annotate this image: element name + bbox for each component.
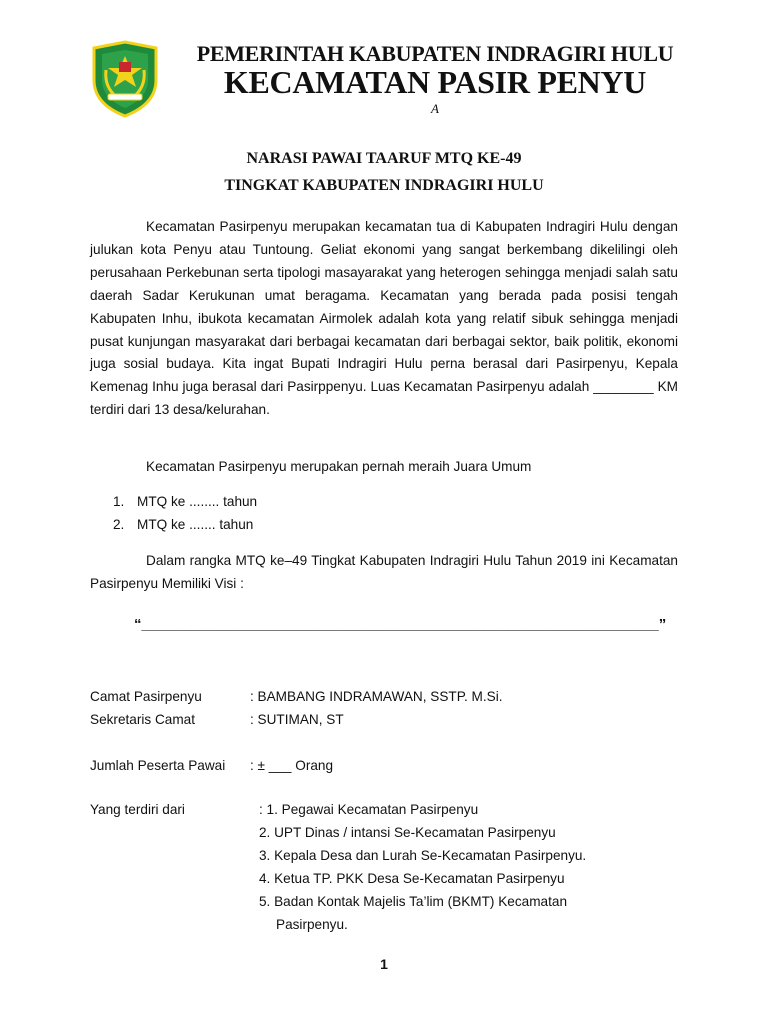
list-item [113,494,257,509]
member-item: 4. Ketua TP. PKK Desa Se-Kecamatan Pasirpenyu [259,871,565,886]
jumlah-label: Jumlah Peserta Pawai [90,758,226,773]
sekcam-label: Sekretaris Camat [90,712,196,727]
list-text: MTQ ke ....... tahun [137,517,254,532]
header-subline: A [431,101,439,116]
member-item: 5. Badan Kontak Majelis Ta’lim (BKMT) Kecamatan [259,894,568,909]
sekcam-value: : SUTIMAN, ST [250,712,344,727]
member-item: 3. Kepala Desa dan Lurah Se-Kecamatan Pasirpenyu. [259,848,587,863]
member-item: 2. UPT Dinas / intansi Se-Kecamatan Pasirpenyu [259,825,556,840]
member-item: : 1. Pegawai Kecamatan Pasirpenyu [259,802,479,817]
document-subtitle: TINGKAT KABUPATEN INDRAGIRI HULU [224,177,544,194]
list-item [113,517,253,532]
regency-emblem-icon [90,40,160,118]
paragraph-champion: Kecamatan Pasirpenyu merupakan pernah meraih Juara Umum [146,459,532,474]
list-text: MTQ ke ........ tahun [137,494,258,509]
document-title: NARASI PAWAI TAARUF MTQ KE-49 [246,150,522,167]
paragraph-visi: Dalam rangka MTQ ke–49 Tingkat Kabupaten Indragiri Hulu Tahun 2019 ini Kecamatan Pasirpenyu Memiliki Visi : [90,553,678,591]
sekcam-row [90,712,344,727]
jumlah-row [90,758,333,773]
terdiri-label: Yang terdiri dari [90,802,185,817]
terdiri-row [90,802,250,817]
camat-row [90,689,503,704]
district-heading: KECAMATAN PASIR PENYU [223,64,647,100]
page-number: 1 [380,956,388,972]
government-heading: PEMERINTAH KABUPATEN INDRAGIRI HULU [196,41,674,66]
paragraph-intro: Kecamatan Pasirpenyu merupakan kecamatan tua di Kabupaten Indragiri Hulu dengan julukan kota Penyu atau Tuntoung. Geliat ekonomi yang sangat berkembang dikelilingi oleh perusahaan Perkebunan serta tipologi masayarakat yang heterogen sehingga menjadi salah satu daerah Sadar Kerukunan umat beragama. Kecamatan yang berada pada posisi tengah Kabupaten Inhu, ibukota kecamatan Airmolek adalah kota yang relatif sibuk sehingga menjadi pusat kunjungan masyarakat dari berbagai kecamatan dari berbagai sektor, baik politik, ekonomi juga sosial budaya. Kita ingat Bupati Indragiri Hulu perna berasal dari Pasirpenyu, Kepala Kemenag Inhu juga berasal dari Pasirppenyu. Luas Kecamatan Pasirpenyu adalah ________ KM terdiri dari 13 desa/kelurahan. [90,219,678,418]
list-number: 1. [113,494,125,509]
jumlah-value: : ± ___ Orang [250,758,334,773]
list-number: 2. [113,517,125,532]
member-item-continuation: Pasirpenyu. [276,917,348,932]
camat-label: Camat Pasirpenyu [90,689,202,704]
camat-value: : BAMBANG INDRAMAWAN, SSTP. M.Si. [250,689,503,704]
visi-blank: “______________________________________________________________” [134,616,667,633]
